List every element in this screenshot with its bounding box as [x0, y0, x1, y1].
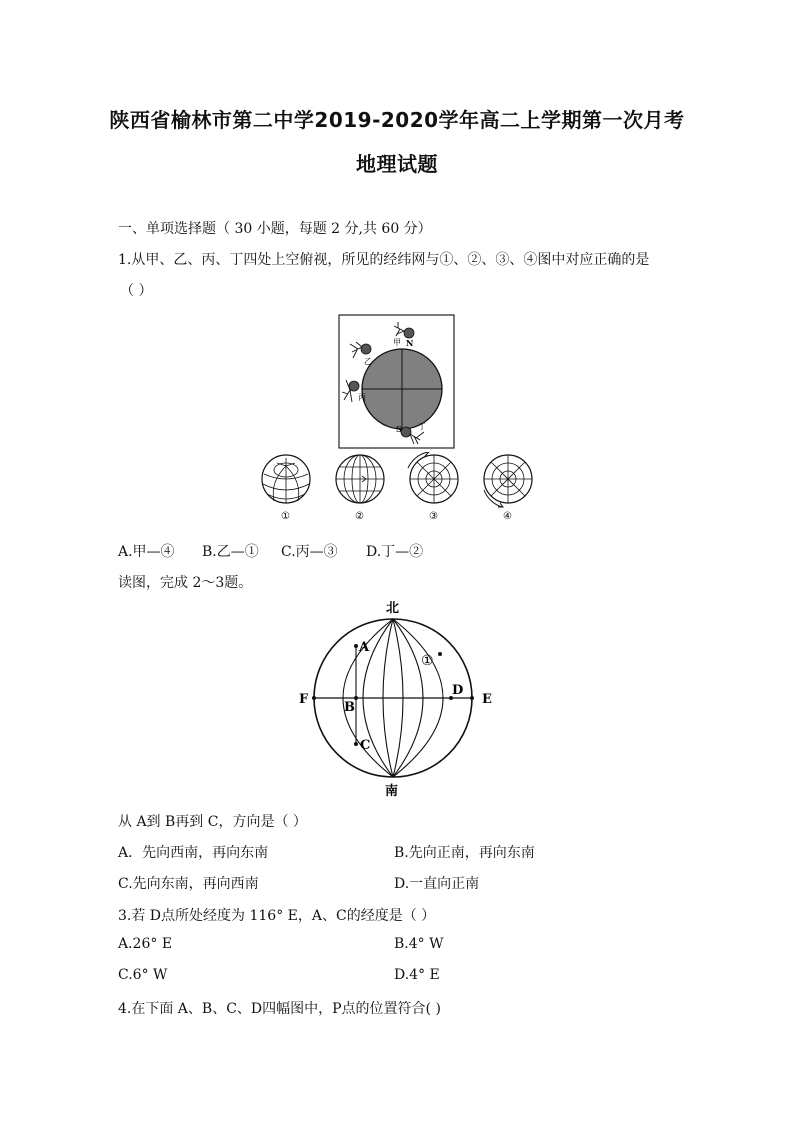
graticule-label-2: ②: [355, 511, 364, 522]
question-1-option-d: D.丁—②: [366, 544, 424, 560]
globe-west-label: F: [299, 692, 309, 707]
page-title: 陕西省榆林市第二中学2019-2020学年高二上学期第一次月考: [109, 108, 685, 132]
globe-figure: [296, 598, 500, 802]
question-3-option-d: D.4° E: [394, 967, 440, 983]
graticule-2: [336, 455, 384, 503]
question-2-option-a: A．先向西南，再向东南: [118, 845, 269, 861]
point-a-label: A: [359, 640, 370, 655]
question-2-option-c: C.先向东南，再向西南: [118, 876, 259, 892]
question-1-option-b: B.乙—①: [202, 544, 259, 560]
question-3-option-c: C.6° W: [118, 967, 168, 983]
section-heading: 一、单项选择题（ 30 小题，每题 2 分,共 60 分）: [118, 221, 432, 237]
point-b-label: B: [344, 700, 355, 715]
read-figure-prompt: 读图，完成 2～3题。: [118, 575, 253, 591]
graticule-label-1: ①: [281, 511, 290, 522]
label-north: N: [406, 338, 414, 348]
globe-east-label: E: [482, 692, 492, 707]
question-1-option-c: C.丙—③: [281, 544, 338, 560]
graticule-options-figure: [258, 452, 538, 524]
graticule-3: [408, 452, 458, 503]
question-2-option-b: B.先向正南，再向东南: [394, 845, 535, 861]
question-1-stem: 1.从甲、乙、丙、丁四处上空俯视，所见的经纬网与①、②、③、④图中对应正确的是: [118, 252, 650, 268]
graticule-1: [262, 455, 310, 503]
label-bing: 丙: [358, 393, 366, 402]
label-ding: 丁: [418, 422, 426, 431]
label-yi: 乙: [364, 357, 372, 366]
question-2-stem: 从 A到 B再到 C，方向是（ ）: [118, 814, 307, 830]
question-1-blank: （ ）: [120, 283, 153, 299]
circled-one-marker: ①: [421, 653, 434, 669]
graticule-label-3: ③: [429, 511, 438, 522]
label-south: S: [396, 424, 402, 434]
question-4-stem: 4.在下面 A、B、C、D四幅图中，P点的位置符合( ): [118, 1001, 441, 1017]
question-3-stem: 3.若 D点所处经度为 116° E，A、C的经度是（ ）: [118, 908, 436, 924]
graticule-4: [484, 455, 532, 507]
question-2-option-d: D.一直向正南: [394, 876, 480, 892]
graticule-label-4: ④: [503, 511, 512, 522]
globe-north-label: 北: [386, 601, 400, 616]
point-d-label: D: [452, 683, 464, 698]
earth-observer-figure: [338, 314, 456, 450]
question-3-option-a: A.26° E: [118, 936, 173, 952]
question-1-option-a: A.甲—④: [118, 544, 175, 560]
page-subtitle: 地理试题: [356, 152, 438, 176]
globe-south-label: 南: [385, 784, 399, 799]
label-jia: 甲: [393, 338, 401, 347]
question-3-option-b: B.4° W: [394, 936, 444, 952]
point-c-label: C: [360, 738, 371, 753]
